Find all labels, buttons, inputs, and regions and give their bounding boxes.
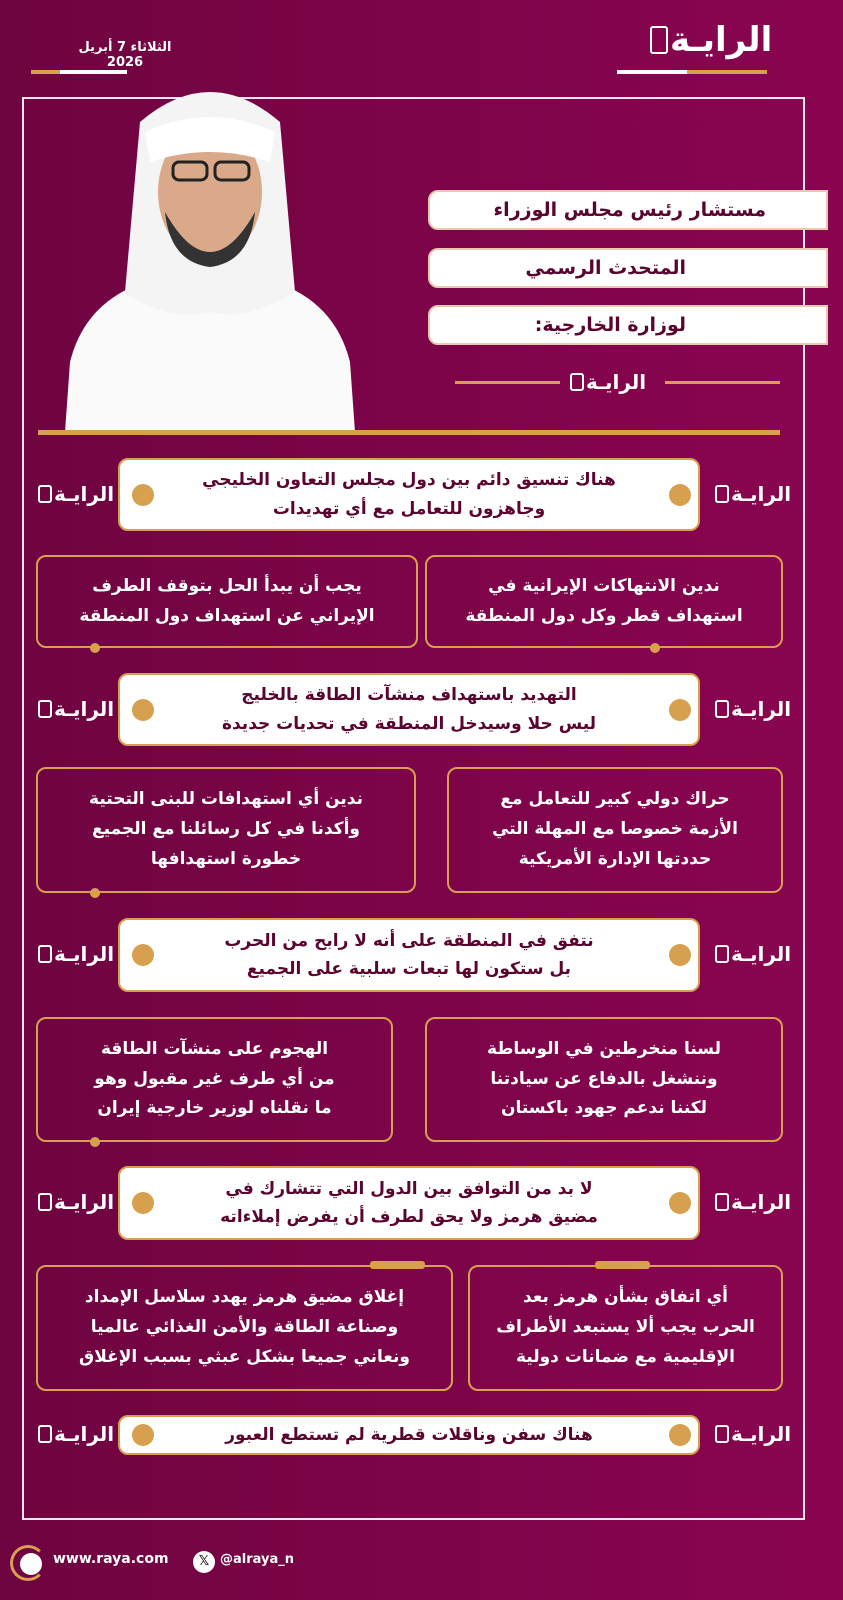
quote-line: نتفق في المنطقة على أنه لا رابح من الحرب [224,930,594,951]
brand-text: الرايـة [54,942,115,966]
quote-line: الإقليمية مع ضمانات دولية [515,1346,736,1367]
bullet-dot [132,944,154,966]
bullet-dot [669,1192,691,1214]
quote-card [425,1017,783,1142]
brand-text: الرايـة [54,1190,115,1214]
title-line: المتحدث الرسمي [428,248,828,288]
bullet-dot [669,699,691,721]
quote-card [36,555,418,648]
quote-line: لسنا منخرطين في الوساطة [487,1038,721,1059]
bullet-dot [90,888,100,898]
bullet-dot [669,944,691,966]
divider [687,70,767,74]
quote-line: أي اتفاق بشأن هرمز بعد [523,1287,728,1308]
bullet-dot [669,1424,691,1446]
brand-text: الرايـة [731,1422,792,1446]
quote-line: الإيراني عن استهداف دول المنطقة [79,605,375,626]
quote-box [118,458,700,531]
quote-line: هناك سفن وناقلات قطرية لم تستطع العبور [225,1424,593,1445]
quote-line: خطورة استهدافها [150,848,302,869]
quote-card [36,1265,453,1391]
brand-text: الرايـة [54,1422,115,1446]
quote-line: هناك تنسيق دائم بين دول مجلس التعاون الخليجي [202,470,616,491]
bullet-dot [132,484,154,506]
brand-logo [38,1422,114,1446]
emblem-icon [650,26,668,54]
quote-card [468,1265,783,1391]
brand-text: الرايـة [731,481,792,506]
quote-line: استهداف قطر وكل دول المنطقة [465,605,743,626]
x-handle-link[interactable]: @alraya_n [220,1552,295,1567]
quote-line: ليس حلا وسيدخل المنطقة في تحديات جديدة [221,713,597,734]
quote-line: الهجوم على منشآت الطاقة [100,1038,329,1059]
divider [455,381,560,384]
quote-line: يجب أن يبدأ الحل بتوقف الطرف [92,575,362,596]
emblem-icon [38,1425,52,1443]
quote-line: من أي طرف غير مقبول وهو [94,1068,335,1089]
quote-line: مضيق هرمز ولا يحق لطرف أن يفرض إملاءاته [220,1207,598,1227]
emblem-icon [715,485,729,503]
bullet-dot [650,643,660,653]
quote-box [118,1415,700,1455]
quote-card [425,555,783,648]
brand-logo [715,482,791,506]
quote-line: لكننا ندعم جهود باكستان [500,1098,708,1119]
brand-text: الرايـة [731,696,792,721]
emblem-icon [38,485,52,503]
bullet-dot [669,484,691,506]
card-tab [595,1261,650,1269]
quote-line: وصناعة الطاقة والأمن الغذائي عالميا [90,1317,399,1338]
x-icon: 𝕏 [193,1551,215,1573]
quote-line: ندين الانتهاكات الإيرانية في [488,575,720,596]
brand-text: الرايـة [670,20,773,60]
quote-line: حراك دولي كبير للتعامل مع [500,789,730,810]
bullet-dot [90,643,100,653]
brand-logo [715,942,791,966]
quote-box [118,673,700,746]
emblem-icon [38,945,52,963]
divider [38,430,780,435]
brand-text: الرايـة [54,481,115,506]
brand-logo [715,1190,791,1214]
brand-logo [715,1422,791,1446]
quote-line: التهديد باستهداف منشآت الطاقة بالخليج [241,685,577,706]
quote-box [118,1166,700,1240]
emblem-icon [570,373,584,391]
spokesman-photo [45,62,375,432]
bullet-dot [132,1424,154,1446]
quote-line: وأكدنا في كل رسائلنا مع الجميع [92,819,360,840]
emblem-icon [715,1425,729,1443]
brand-logo [715,697,791,721]
bullet-dot [132,1192,154,1214]
brand-logo [38,697,114,721]
quote-box [118,918,700,992]
emblem-icon [715,1193,729,1211]
quote-line: الحرب يجب ألا يستبعد الأطراف [496,1317,755,1338]
brand-logo [38,482,114,506]
brand-text: الرايـة [731,942,792,966]
title-line: مستشار رئيس مجلس الوزراء [428,190,828,230]
card-tab [370,1261,425,1269]
quote-line: الأزمة خصوصا مع المهلة التي [492,819,738,840]
quote-line: ندين أي استهدافات للبنى التحتية [89,789,363,810]
date: الثلاثاء 7 أبريل 2026 [78,40,172,70]
quote-card [36,1017,393,1142]
quote-line: ونعاني جميعا بشكل عبثي بسبب الإغلاق [79,1346,410,1367]
bullet-dot [90,1137,100,1147]
quote-card [36,767,416,893]
quote-line: إغلاق مضيق هرمز يهدد سلاسل الإمداد [84,1287,405,1308]
brand-logo [570,370,646,394]
quote-line: حددتها الإدارة الأمريكية [518,848,712,869]
bullet-dot [132,699,154,721]
globe-icon [20,1553,42,1575]
brand-logo [38,942,114,966]
brand-text: الرايـة [54,696,115,721]
emblem-icon [38,1193,52,1211]
emblem-icon [715,700,729,718]
title-line: لوزارة الخارجية: [428,305,828,345]
quote-line: وجاهزون للتعامل مع أي تهديدات [272,498,546,519]
brand-logo [38,1190,114,1214]
emblem-icon [715,945,729,963]
brand-logo [650,20,772,60]
divider [665,381,780,384]
divider [617,70,687,74]
quote-line: وننشغل بالدفاع عن سيادتنا [490,1068,718,1089]
brand-text: الرايـة [731,1190,792,1214]
emblem-icon [38,700,52,718]
quote-line: بل ستكون لها تبعات سلبية على الجميع [246,959,572,979]
website-link[interactable]: www.raya.com [53,1551,169,1567]
quote-line: ما نقلناه لوزير خارجية إيران [97,1098,332,1119]
quote-card [447,767,783,893]
quote-line: لا بد من التوافق بين الدول التي تتشارك في [225,1178,593,1199]
brand-text: الرايـة [586,370,647,394]
